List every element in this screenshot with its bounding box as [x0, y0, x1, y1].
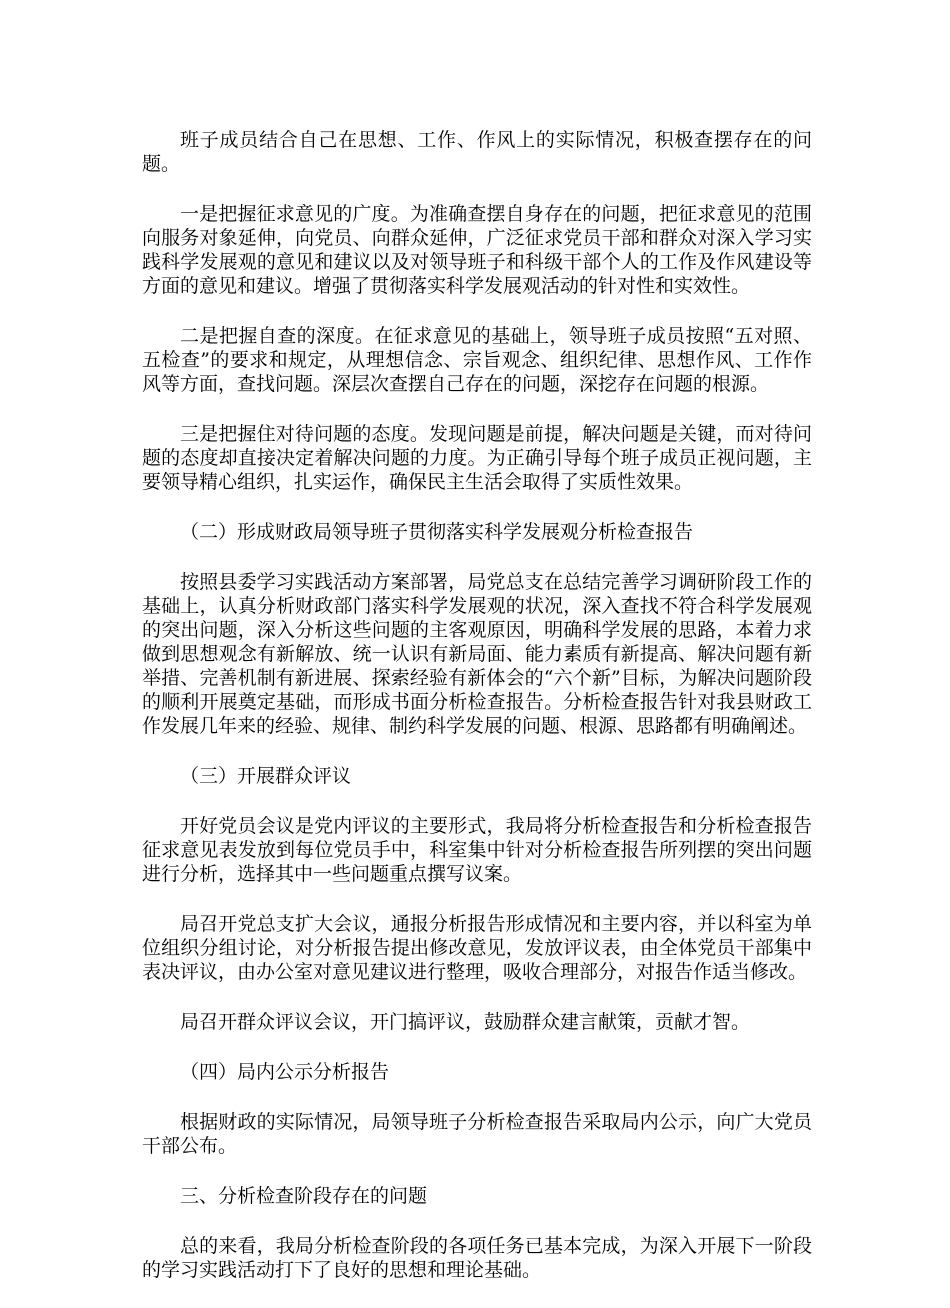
section-heading-2: （二）形成财政局领导班子贯彻落实科学发展观分析检查报告 — [180, 521, 694, 543]
chapter-heading-3: 三、分析检查阶段存在的问题 — [180, 1185, 428, 1207]
paragraph-2: 一是把握征求意见的广度。为准确查摆自身存在的问题，把征求意见的范围向服务对象延伸，向党员、向群众延伸，广泛征求党员干部和群众对深入学习实践科学发展观的意见和建议以及对领导班子和科级干部个人的工作及作风建设等方面的意见和建议。增强了贯彻落实科学发展观活动的针对性和实效性。 — [142, 203, 812, 297]
paragraph-1: 班子成员结合自己在思想、工作、作风上的实际情况，积极查摆存在的问题。 — [142, 129, 812, 175]
paragraph-6: 开好党员会议是党内评议的主要形式，我局将分析检查报告和分析检查报告征求意见表发放到每位党员手中，科室集中针对分析检查报告所列摆的突出问题进行分析，选择其中一些问题重点撰写议案。 — [142, 815, 812, 885]
section-heading-4: （四）局内公示分析报告 — [180, 1061, 390, 1083]
paragraph-9: 根据财政的实际情况，局领导班子分析检查报告采取局内公示，向广大党员干部公布。 — [142, 1111, 812, 1157]
paragraph-8: 局召开群众评议会议，开门搞评议，鼓励群众建言献策，贡献才智。 — [180, 1011, 751, 1033]
section-heading-3: （三）开展群众评议 — [180, 765, 352, 787]
document-body — [142, 128, 812, 1308]
paragraph-5: 按照县委学习实践活动方案部署，局党总支在总结完善学习调研阶段工作的基础上，认真分析财政部门落实科学发展观的状况，深入查找不符合科学发展观的突出问题，深入分析这些问题的主客观原因，明确科学发展的思路，本着力求做到思想观念有新解放、统一认识有新局面、能力素质有新提高、解决问题有新举措、完善机制有新进展、探索经验有新体会的“六个新”目标，为解决问题阶段的顺利开展奠定基础，而形成书面分析检查报告。分析检查报告针对我县财政工作发展几年来的经验、规律、制约科学发展的问题、根源、思路都有明确阐述。 — [142, 571, 812, 737]
paragraph-4: 三是把握住对待问题的态度。发现问题是前提，解决问题是关键，而对待问题的态度却直接决定着解决问题的力度。为正确引导每个班子成员正视问题，主要领导精心组织，扎实运作，确保民主生活会取得了实质性效果。 — [142, 423, 812, 493]
paragraph-7: 局召开党总支扩大会议，通报分析报告形成情况和主要内容，并以科室为单位组织分组讨论，对分析报告提出修改意见，发放评议表，由全体党员干部集中表决评议，由办公室对意见建议进行整理，吸收合理部分，对报告作适当修改。 — [142, 913, 812, 983]
paragraph-3: 二是把握自查的深度。在征求意见的基础上，领导班子成员按照“五对照、五检查”的要求和规定，从理想信念、宗旨观念、组织纪律、思想作风、工作作风等方面，查找问题。深层次查摆自己存在的问题，深挖存在问题的根源。 — [142, 325, 812, 395]
paragraph-10: 总的来看，我局分析检查阶段的各项任务已基本完成，为深入开展下一阶段的学习实践活动打下了良好的思想和理论基础。 — [142, 1235, 812, 1281]
